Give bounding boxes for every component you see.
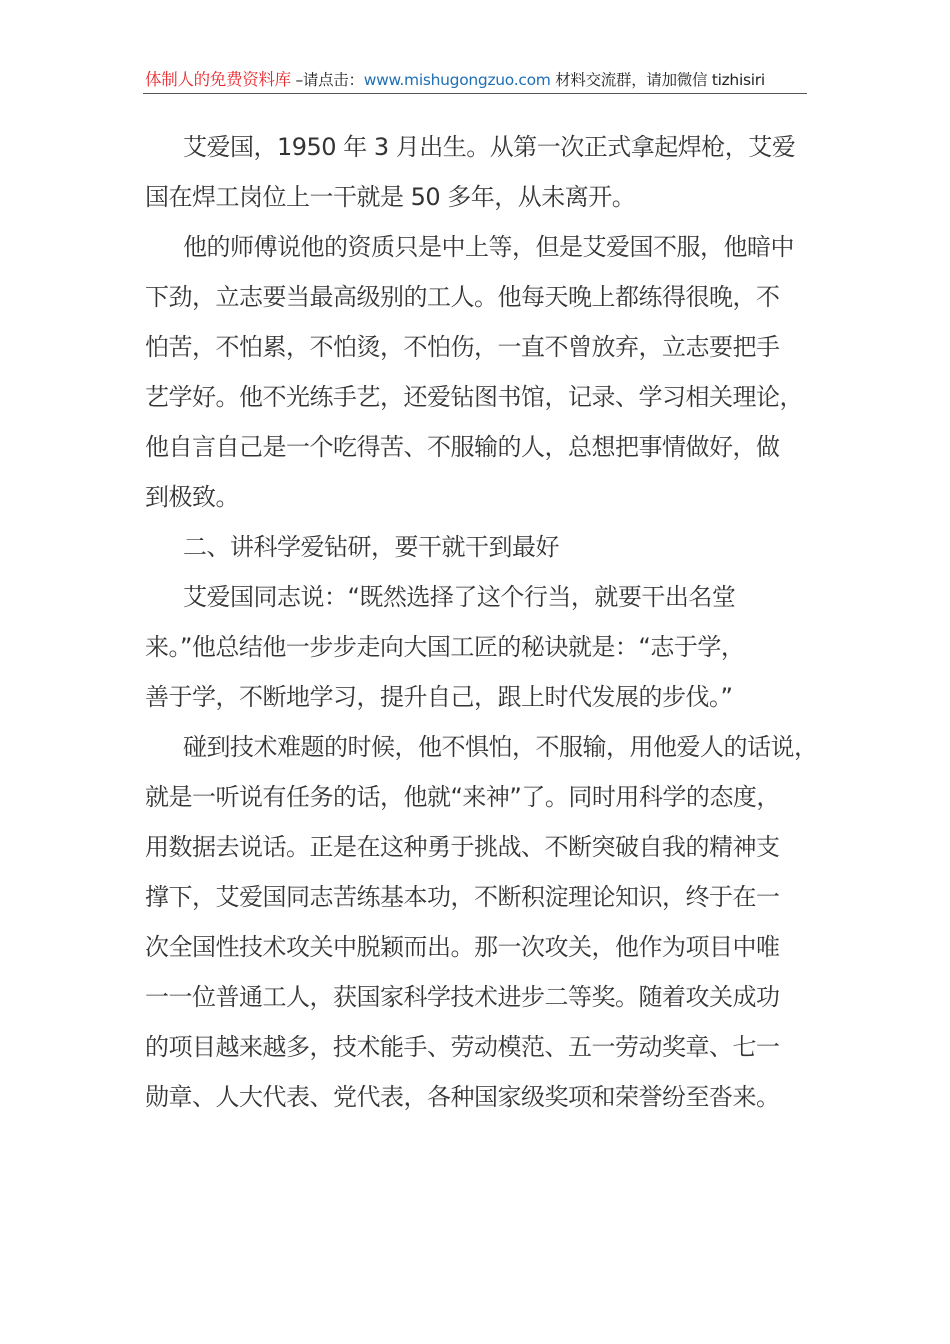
text-line: 他的师傅说他的资质只是中上等，但是艾爱国不服，他暗中: [183, 233, 794, 261]
text-line: 下劲，立志要当最高级别的工人。他每天晚上都练得很晚，不: [145, 283, 780, 311]
text-line: 善于学，不断地学习，提升自己，跟上时代发展的步伐。”: [145, 683, 733, 711]
text-line: 用数据去说话。正是在这种勇于挑战、不断突破自我的精神支: [145, 833, 780, 861]
text-line: 怕苦，不怕累，不怕烫，不怕伤，一直不曾放弃，立志要把手: [145, 333, 780, 361]
page-header: [145, 68, 805, 92]
header-wechat-note: 材料交流群，请加微信 tizhisiri: [550, 71, 765, 89]
text-line: 一一位普通工人，获国家科学技术进步二等奖。随着攻关成功: [145, 983, 780, 1011]
section-heading: [145, 522, 825, 572]
header-divider: [143, 93, 807, 94]
document-body: [145, 122, 825, 1122]
paragraph-achievements: [145, 722, 825, 1122]
website-link[interactable]: www.mishugongzuo.com: [363, 71, 551, 89]
header-prompt: –请点击：: [290, 71, 364, 89]
paragraph-quote: [145, 572, 825, 722]
text-line: 来。”他总结他一步步走向大国工匠的秘诀就是：“志于学，: [145, 633, 745, 661]
heading-line: 二、讲科学爱钻研，要干就干到最好: [183, 533, 559, 561]
paragraph-intro: [145, 122, 825, 222]
text-line: 到极致。: [145, 483, 239, 511]
text-line: 碰到技术难题的时候，他不惧怕，不服输，用他爱人的话说，: [183, 733, 818, 761]
text-line: 的项目越来越多，技术能手、劳动模范、五一劳动奖章、七一: [145, 1033, 780, 1061]
paragraph-perseverance: [145, 222, 825, 522]
brand-label: 体制人的免费资料库: [145, 70, 291, 89]
text-line: 就是一听说有任务的话，他就“来神”了。同时用科学的态度，: [145, 783, 780, 811]
text-line: 勋章、人大代表、党代表，各种国家级奖项和荣誉纷至沓来。: [145, 1083, 780, 1111]
text-line: 艾爱国同志说：“既然选择了这个行当，就要干出名堂: [183, 583, 736, 611]
text-line: 次全国性技术攻关中脱颖而出。那一次攻关，他作为项目中唯: [145, 933, 780, 961]
text-line: 国在焊工岗位上一干就是 50 多年，从未离开。: [145, 183, 636, 211]
text-line: 艺学好。他不光练手艺，还爱钻图书馆，记录、学习相关理论，: [145, 383, 803, 411]
text-line: 撑下，艾爱国同志苦练基本功，不断积淀理论知识，终于在一: [145, 883, 780, 911]
text-line: 他自言自己是一个吃得苦、不服输的人，总想把事情做好，做: [145, 433, 780, 461]
text-line: 艾爱国，1950 年 3 月出生。从第一次正式拿起焊枪，艾爱: [183, 133, 796, 161]
